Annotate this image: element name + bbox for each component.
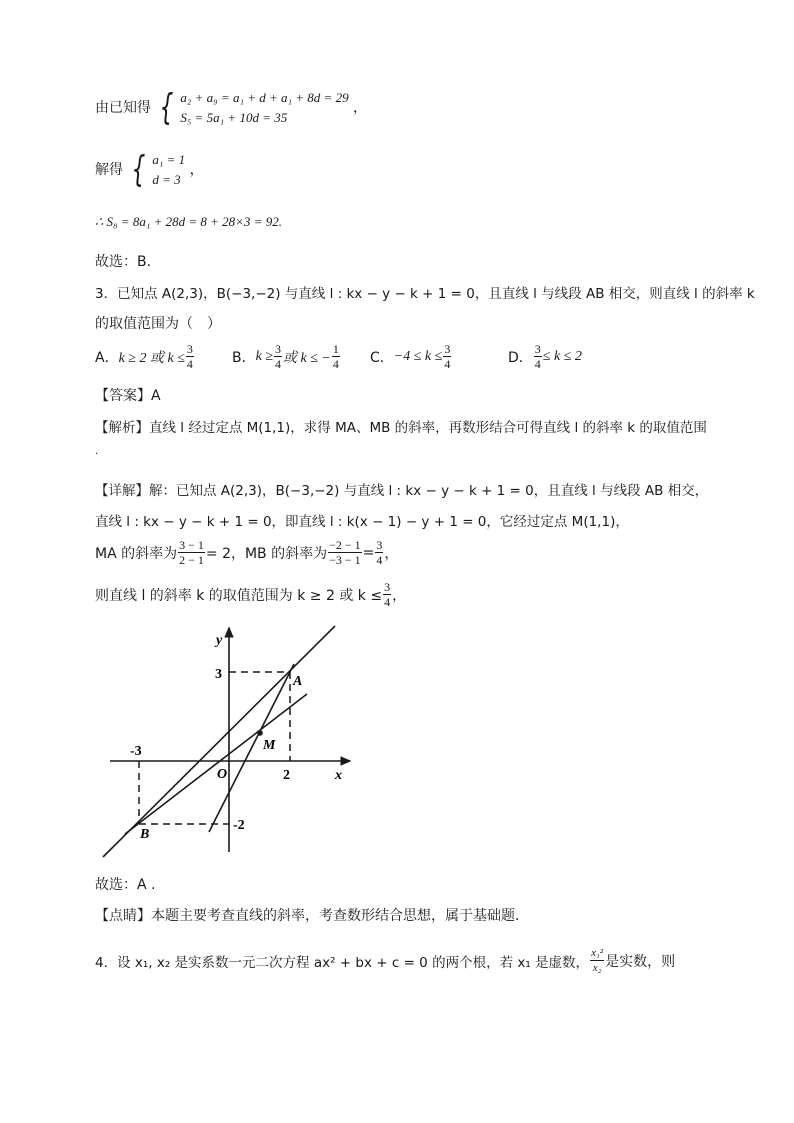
detail-line2: 直线 l : kx − y − k + 1 = 0，即直线 l : k(x − 1) − y + 1 = 0，它经过定点 M(1,1)， — [95, 514, 629, 530]
frac-num: 3 — [384, 580, 391, 594]
choose-b-line: 故选：B. — [95, 254, 152, 270]
choose-a-line: 故选：A . — [95, 877, 156, 893]
brace-icon: { — [132, 149, 146, 190]
point-b-label: B — [140, 827, 150, 842]
frac-den: 4 — [444, 357, 451, 371]
option-a-label: A． — [95, 349, 119, 366]
q4-text1: 4．设 x₁, x₂ 是实系数一元二次方程 ax² + bx + c = 0 的两个根，若 x₁ 是虚数， — [95, 954, 590, 971]
tick-label-neg3: -3 — [130, 744, 142, 759]
solve-prefix: 解得 — [95, 162, 123, 178]
q4-line — [95, 946, 675, 975]
frac-num: 3 — [275, 342, 282, 356]
given-eq1: a₂ + a₉ = a₁ + d + a₁ + 8d = 29 — [180, 90, 349, 105]
option-c-text: −4 ≤ k ≤ — [393, 348, 443, 364]
frac-den: 4 — [186, 357, 193, 371]
option-b-text2: 或 k ≤ − — [283, 350, 331, 366]
tick-label-3: 3 — [215, 667, 222, 682]
analysis-dot: . — [95, 446, 99, 457]
detail-line3-d: ， — [384, 545, 399, 562]
frac-den: 4 — [275, 357, 282, 371]
x-axis-label: x — [335, 768, 342, 783]
option-b-text1: k ≥ — [255, 348, 274, 364]
given-suffix: ， — [353, 100, 368, 116]
comment-tag: 【点睛】 — [95, 908, 151, 924]
point-m-label: M — [263, 738, 276, 753]
frac-num: 3 — [534, 342, 541, 356]
frac-num: −2 − 1 — [329, 538, 361, 552]
frac-den: 4 — [534, 357, 541, 371]
analysis-tag: 【解析】 — [95, 420, 149, 436]
solve-suffix: ， — [189, 162, 204, 178]
line-through-b-and-a — [103, 626, 335, 857]
option-d-text: ≤ k ≤ 2 — [542, 348, 582, 364]
comment-text: 本题主要考查直线的斜率，考查数形结合思想，属于基础题. — [151, 908, 520, 924]
q3-line1: 3．已知点 A(2,3)，B(−3,−2) 与直线 l : kx − y − k + 1 = 0，且直线 l 与线段 AB 相交，则直线 l 的斜率 k — [95, 286, 755, 302]
option-d-label: D． — [508, 349, 533, 366]
result-line: ∴ S₈ = 8a₁ + 28d = 8 + 28×3 = 92. — [95, 214, 282, 229]
point-m — [257, 730, 263, 736]
q4-fraction — [590, 946, 604, 975]
frac-num: 3 — [376, 538, 383, 552]
tick-label-2: 2 — [283, 768, 290, 783]
solve-eq1: a₁ = 1 — [152, 152, 186, 167]
detail-line4-a: 则直线 l 的斜率 k 的取值范围为 k ≥ 2 或 k ≤ — [95, 587, 383, 604]
option-a-text: k ≥ 2 或 k ≤ — [118, 350, 185, 366]
frac-den: 2 − 1 — [179, 553, 204, 567]
detail-line4-b: ， — [392, 587, 407, 604]
frac-den: x₂ — [592, 962, 602, 974]
given-eq2: S₅ = 5a₁ + 10d = 35 — [180, 110, 288, 125]
frac-num: x₁² — [591, 947, 604, 959]
tick-label-neg2: -2 — [233, 818, 245, 833]
frac-den: −3 − 1 — [329, 553, 361, 567]
detail-tag: 【详解】 — [95, 483, 149, 499]
detail-text1: 解：已知点 A(2,3)，B(−3,−2) 与直线 l : kx − y − k + 1 = 0，且直线 l 与线段 AB 相交， — [149, 483, 709, 499]
y-axis-label: y — [216, 633, 223, 648]
line-mb — [125, 694, 307, 834]
frac-den: 4 — [384, 595, 391, 609]
frac-num: 3 − 1 — [179, 538, 204, 552]
frac-den: 4 — [376, 553, 383, 567]
frac-num: 3 — [444, 342, 451, 356]
frac-den: 4 — [332, 357, 339, 371]
origin-label: O — [217, 767, 228, 782]
option-b-label: B． — [232, 349, 256, 366]
q3-line2: 的取值范围为（ ） — [95, 316, 221, 332]
given-prefix: 由已知得 — [95, 100, 151, 116]
option-c-label: C． — [370, 349, 394, 366]
point-a-label: A — [293, 674, 303, 689]
detail-line3-b: = 2，MB 的斜率为 — [205, 545, 328, 562]
answer-value: A — [151, 388, 161, 404]
analysis-text: 直线 l 经过定点 M(1,1)，求得 MA、MB 的斜率，再数形结合可得直线 l 的斜率 k 的取值范围 — [149, 420, 707, 436]
frac-num: 1 — [332, 342, 339, 356]
line-ma — [209, 664, 294, 832]
detail-line3-a: MA 的斜率为 — [95, 545, 178, 562]
brace-icon: { — [160, 87, 174, 128]
solve-eq2: d = 3 — [152, 172, 181, 187]
frac-num: 3 — [186, 342, 193, 356]
answer-tag: 【答案】 — [95, 388, 151, 404]
detail-line3-c: = — [362, 544, 375, 561]
comment-line — [95, 905, 519, 925]
q4-text2: 是实数，则 — [605, 953, 676, 970]
